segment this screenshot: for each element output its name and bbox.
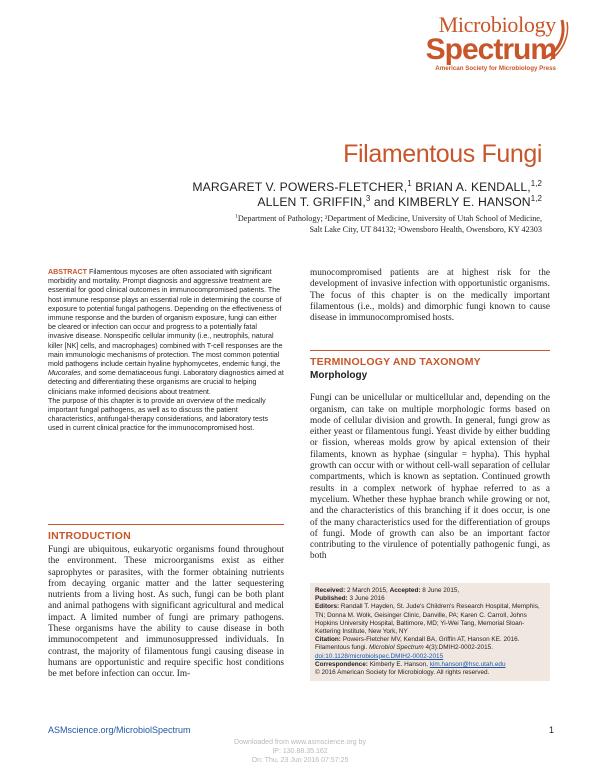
doi-link[interactable]: doi:10.1128/microbiolspec.DMIH2-0002-2015 [315, 652, 444, 660]
page-number: 1 [548, 725, 554, 735]
citation-label: Citation: [315, 636, 341, 644]
terminology-rule [310, 350, 550, 351]
logo-swoosh-icon [540, 18, 570, 62]
affiliation-line-1: Department of Pathology; ²Department of Medicine, University of Utah School of Medicine, [237, 214, 542, 223]
citation-text: Powers-Fletcher MV, Kendall BA, Griffin AT, Hanson KE. 2016. Filamentous fungi. [315, 636, 520, 652]
introduction-body [48, 545, 284, 681]
journal-url-link[interactable]: ASMscience.org/MicrobiolSpectrum [48, 725, 191, 735]
morphology-heading: Morphology [310, 370, 368, 381]
abstract-text: Filamentous mycoses are often associated with significant morbidity and mortality. Prompt diagnosis and aggressive treatment are essential for good clinical outcomes in immunocompromised patients. The host immune response plays an essential role in determining the course of exposure to potential fungal pathogens. Depending on the effectiveness of immune response and the burden of organism exposure, fungi can either be cleared or infection can occur and progress to a potentially fatal invasive disease. Nonspecific cellular immunity (i.e., neutrophils, natural killer [NK] cells, and macrophages) combined with T-cell responses are the main immunologic mechanisms of protection. The most common potential mold pathogens include certain hyaline hyphomycetes, endemic fungi, the [48, 268, 283, 369]
abstract-text-2: , and some dematiaceous fungi. Laboratory diagnostics aimed at detecting and differentiating these organisms are crucial to helping clinicians make informed decisions about treatment. [48, 369, 284, 396]
received-label: Received: [315, 587, 346, 594]
logo-microbiology-text: Microbiology [438, 12, 556, 37]
introduction-text: Fungi are ubiquitous, eukaryotic organisms found throughout the environment. These microorganisms exist as either saprophytes or parasites, with the former obtaining nutrients from decaying organic matter and the latter sequestering nutrients from a living host. As such, fungi can be both plant and animal pathogens with significant agricultural and medical impact. A limited number of fungi are primary pathogens. These organisms have the ability to cause disease in both immunocompetent and immunosuppressed individuals. In contrast, the majority of filamentous fungi causing disease in humans are opportunistic and require specific host conditions be met before infection can occur. Im- [48, 545, 284, 680]
continued-paragraph [310, 268, 550, 324]
abstract-italic: Mucorales [48, 369, 81, 378]
author-3: ALLEN T. GRIFFIN, [257, 195, 366, 209]
author-2-affil: 1,2 [530, 178, 542, 188]
copyright-notice: © 2016 American Society for Microbiology. All rights reserved. [315, 669, 490, 677]
affiliations: $^1$Department of Pathology; ²Department of Medicine, University of Utah School of Medicine, Salt Lake City, UT 84132; ³Owensboro Health, Owensboro, KY 42303 [22, 214, 542, 235]
accepted-date: 8 June 2015, [420, 587, 460, 594]
article-info-box [310, 583, 550, 681]
author-2: BRIAN A. KENDALL, [411, 180, 531, 194]
author-1: MARGARET V. POWERS-FLETCHER, [192, 180, 408, 194]
editors-label: Editors: [315, 603, 340, 611]
download-watermark-line-1: Downloaded from www.asmscience.org by [234, 739, 366, 746]
author-list [22, 180, 542, 210]
citation-volume: 4(3):DMIH2-0002-2015. [423, 644, 493, 652]
correspondence-label: Correspondence: [315, 660, 368, 668]
morphology-body [310, 384, 550, 572]
morphology-text: Fungi can be unicellular or multicellular and, depending on the organism, can take on multiple morphologic forms based on mode of cellular division and growth. In general, fungi grow as either yeast or filamentous fungi. Yeast divide by either budding or fission, whereas molds grow by apical extension of their filaments, known as hyphae (singular = hypha). This hyphal growth can occur with or without cell-wall separation of cellular compartments, which is known as septation. Continued growth results in a complex network of hyphae referred to as a mycelium. Whether these hyphae branch while growing or not, and the characteristics of this branching if it does occur, is one of the many characteristics used for the differentiation of groups of fungi. Mode of growth can also be an important factor contributing to the virulence of potentially pathogenic fungi, as both [310, 393, 550, 562]
introduction-heading: INTRODUCTION [48, 530, 131, 542]
published-date: 3 June 2016 [347, 595, 385, 603]
correspondence-name: Kimberly E. Hanson, [367, 660, 430, 668]
logo-spectrum-text: Spectrum [425, 33, 556, 66]
introduction-rule [48, 524, 284, 525]
author-4: and KIMBERLY E. HANSON [370, 195, 531, 209]
citation-journal: Microbiol Spectrum [369, 644, 424, 652]
published-label: Published: [315, 595, 348, 603]
article-title: Filamentous Fungi [343, 140, 542, 168]
terminology-heading: TERMINOLOGY AND TAXONOMY [310, 356, 481, 368]
continued-text: munocompromised patients are at highest risk for the development of invasive infection with opportunistic organisms. The focus of this chapter is on the medically important filamentous (i.e., molds) and dimorphic fungi known to cause disease in immunocompromised hosts. [310, 268, 550, 324]
accepted-label: Accepted: [389, 587, 421, 594]
author-1-affil: 1 [407, 178, 412, 188]
affiliation-line-2: Salt Lake City, UT 84132; ³Owensboro Health, Owensboro, KY 42303 [309, 224, 542, 234]
author-3-affil: 3 [365, 193, 371, 203]
editors-list: Randall T. Hayden, St. Jude's Children's Research Hospital, Memphis, TN; Donna M. Wolk, Geisinger Clinic, Danville, PA; Karen C. Carroll, Johns Hopkins University Hospital, Baltimore, MD; Yi-Wei Tang, Memorial Sloan-Kettering Institute, New York, NY [315, 603, 540, 636]
download-watermark-line-2: IP: 130.88.35.162 [272, 748, 328, 755]
author-4-affil: 1,2 [530, 193, 542, 203]
abstract-label: ABSTRACT [48, 268, 88, 276]
logo-tagline: American Society for Microbiology Press [435, 65, 556, 72]
abstract [48, 268, 284, 434]
abstract-purpose: The purpose of this chapter is to provide an overview of the medically important fungal pathogens, as well as to discuss the patient characteristics, antifungal-therapy considerations, and laboratory tests used in current clinical practice for the immunocompromised host. [48, 396, 269, 433]
journal-logo [426, 14, 556, 73]
download-watermark-line-3: On: Thu, 23 Jun 2016 07:57:25 [251, 757, 349, 764]
received-date: 2 March 2015, [345, 587, 390, 594]
email-link[interactable]: kim.hanson@hsc.utah.edu [429, 660, 506, 668]
